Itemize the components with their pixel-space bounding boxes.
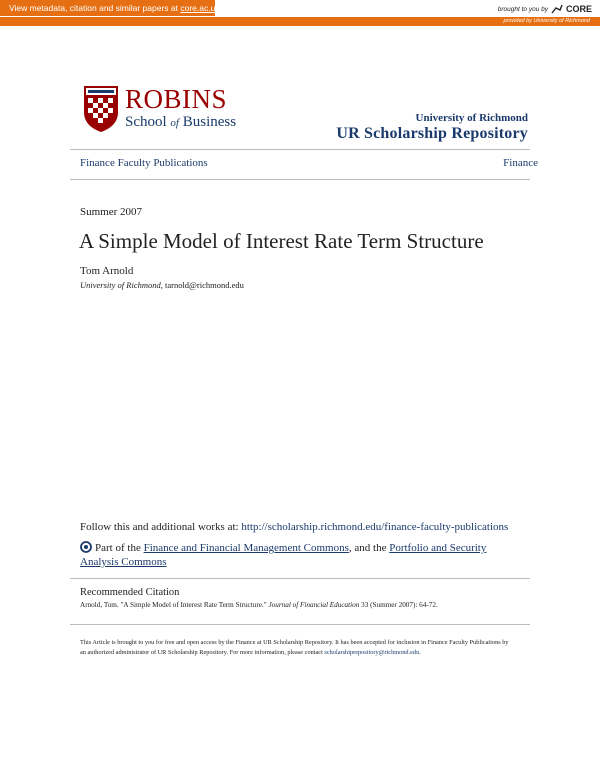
notice-end: . bbox=[419, 649, 421, 656]
follow-url-link[interactable]: http://scholarship.richmond.edu/finance-faculty-publications bbox=[241, 521, 509, 533]
part-of-commons bbox=[80, 541, 510, 569]
core-provided-strip bbox=[0, 17, 600, 26]
article-title: A Simple Model of Interest Rate Term Structure bbox=[79, 229, 484, 253]
department-link[interactable]: Finance bbox=[503, 157, 538, 169]
citation-before: Arnold, Tom. "A Simple Model of Interest Rate Term Structure." bbox=[80, 601, 269, 609]
affiliation-name: University of Richmond bbox=[80, 280, 161, 290]
core-brought-label: brought to you by bbox=[497, 5, 548, 13]
logo-business-word: Business bbox=[182, 114, 237, 130]
contact-email-link[interactable]: scholarshiprepository@richmond.edu bbox=[324, 649, 420, 656]
citation-text bbox=[80, 601, 438, 609]
core-view-label: View metadata, citation and similar papers at bbox=[9, 3, 178, 13]
divider-bottom bbox=[70, 179, 530, 180]
robins-logo[interactable] bbox=[82, 84, 257, 136]
author-affiliation bbox=[80, 280, 244, 290]
repository-header[interactable] bbox=[336, 112, 528, 143]
partof-prefix: Part of the bbox=[95, 542, 144, 554]
repository-name: UR Scholarship Repository bbox=[336, 125, 528, 142]
core-banner bbox=[0, 0, 600, 26]
core-brand: CORE bbox=[565, 4, 592, 14]
core-logo-icon bbox=[551, 4, 563, 14]
citation-journal: Journal of Financial Education bbox=[268, 601, 360, 609]
divider-notice bbox=[70, 624, 530, 625]
core-view-text bbox=[9, 3, 220, 13]
breadcrumb bbox=[80, 157, 538, 169]
author-email: , tarnold@richmond.edu bbox=[160, 280, 244, 290]
follow-line bbox=[80, 521, 508, 533]
notice-text: This Article is brought to you for free and open access by the Finance at UR Scholarship Repository. It has been accepted for inclusion in Finance Faculty Publications by an authorized administrator of UR Scholarship Repository. For more information, please contact bbox=[80, 639, 509, 656]
access-notice bbox=[80, 638, 510, 658]
shield-icon bbox=[82, 84, 120, 134]
core-link[interactable]: core.ac.uk bbox=[180, 3, 220, 13]
partof-middle: , and the bbox=[348, 542, 390, 554]
citation-after: 33 (Summer 2007): 64-72. bbox=[359, 601, 438, 609]
core-brought-by[interactable] bbox=[498, 4, 592, 14]
divider-citation bbox=[70, 578, 530, 579]
open-access-icon bbox=[80, 541, 92, 553]
logo-school-text bbox=[125, 114, 236, 131]
publication-date: Summer 2007 bbox=[80, 206, 143, 218]
author-name: Tom Arnold bbox=[80, 265, 134, 277]
portfolio-commons-link[interactable]: Portfolio and Security Analysis Commons bbox=[80, 542, 487, 568]
core-provided-text: provided by University of Richmond bbox=[503, 18, 590, 24]
divider-top bbox=[70, 149, 530, 150]
finance-commons-link[interactable]: Finance and Financial Management Commons bbox=[143, 542, 349, 554]
citation-heading: Recommended Citation bbox=[80, 587, 180, 598]
follow-label: Follow this and additional works at: bbox=[80, 521, 242, 533]
university-name: University of Richmond bbox=[415, 112, 528, 124]
logo-school-word: School bbox=[125, 114, 167, 130]
collection-link[interactable]: Finance Faculty Publications bbox=[80, 157, 208, 169]
logo-of-word: of bbox=[170, 117, 179, 129]
logo-robins-text: ROBINS bbox=[125, 84, 228, 114]
